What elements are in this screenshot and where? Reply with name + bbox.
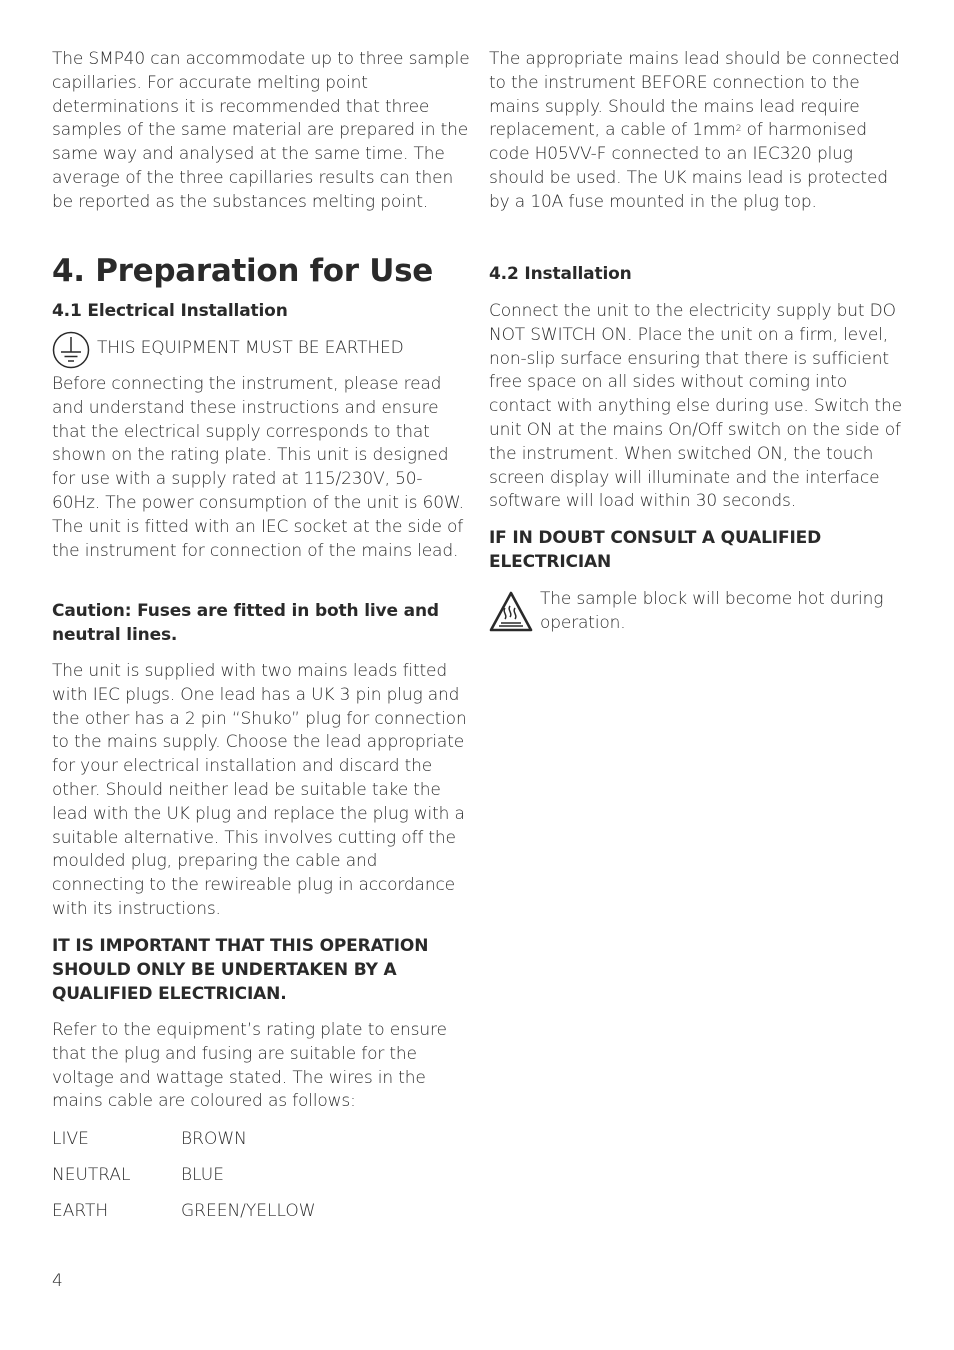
wire-colour: GREEN/YELLOW xyxy=(181,1201,316,1221)
paragraph-mains-leads: The unit is supplied with two mains leads fitted with IEC plugs. One lead has a UK 3 pin plug and the other has a 2 pin “Shuko” plug for connection to the mains supply. Choose the lead appropriate for your electrical installation and discard the other. Should neither lead be suitable take the lead with the UK plug and replace the plug with a suitable alternative. This involves cutting off the moulded plug, preparing the cable and connecting to the rewireable plug in accordance with its instructions. xyxy=(52,661,467,919)
page-number: 4 xyxy=(52,1271,63,1291)
hot-warning: The sample block will become hot during operation. xyxy=(540,589,884,633)
section-title: 4. Preparation for Use xyxy=(52,253,434,289)
caution-fuses: Caution: Fuses are fitted in both live and neutral lines. xyxy=(52,601,439,645)
wire-name: EARTH xyxy=(52,1201,109,1221)
wire-name: NEUTRAL xyxy=(52,1165,131,1185)
earth-warning: THIS EQUIPMENT MUST BE EARTHED xyxy=(97,338,404,358)
paragraph-mains-lead-connection xyxy=(489,48,907,215)
superscript: 2 xyxy=(735,124,742,135)
wire-colour: BLUE xyxy=(181,1165,224,1185)
intro-paragraph: The SMP40 can accommodate up to three sample capillaries. For accurate melting point determinations it is recommended that three samples of the same material are prepared in the same way and analysed at the same time. The average of the three capillaries results can then be reported as the substances melting point. xyxy=(52,49,470,212)
wire-colour-row xyxy=(52,1164,224,1187)
mains-lead-text-a: The appropriate mains lead should be connected to the instrument BEFORE connection to the mains supply. Should the mains lead require replacement, a cable of 1mm xyxy=(489,49,900,141)
wire-colour: BROWN xyxy=(181,1129,247,1149)
doubt-notice: IF IN DOUBT CONSULT A QUALIFIED ELECTRICIAN xyxy=(489,528,822,572)
mains-lead-text-b: of harmonised code H05VV-F connected to an IEC320 plug should be used. The UK mains lead is protected by a 10A fuse mounted in the plug top. xyxy=(489,120,888,212)
wire-colour-row xyxy=(52,1128,247,1151)
hot-surface-warning-icon xyxy=(489,591,533,637)
wire-colour-row xyxy=(52,1200,316,1223)
paragraph-installation: Connect the unit to the electricity supply but DO NOT SWITCH ON. Place the unit on a firm, level, non-slip surface ensuring that there is sufficient free space on all sides without coming into contact with anything else during use. Switch the unit ON at the mains On/Off switch on the side of the instrument. When switched ON, the touch screen display will illuminate and the interface software will load within 30 seconds. xyxy=(489,301,902,512)
subsection-title-electrical: 4.1 Electrical Installation xyxy=(52,301,288,321)
paragraph-rating-plate: Refer to the equipment’s rating plate to ensure that the plug and fusing are suitable for the voltage and wattage stated. The wires in the mains cable are coloured as follows: xyxy=(52,1020,447,1112)
important-notice: IT IS IMPORTANT THAT THIS OPERATION SHOULD ONLY BE UNDERTAKEN BY A QUALIFIED ELECTRICIAN. xyxy=(52,936,429,1004)
wire-name: LIVE xyxy=(52,1129,89,1149)
paragraph-before-connecting: Before connecting the instrument, please read and understand these instructions and ensure that the electrical supply corresponds to that shown on the rating plate. This unit is designed for use with a supply rated at 115/230V, 50-60Hz. The power consumption of the unit is 60W. The unit is fitted with an IEC socket at the side of the instrument for connection of the mains lead. xyxy=(52,374,464,561)
subsection-title-installation: 4.2 Installation xyxy=(489,264,632,284)
earth-ground-icon xyxy=(52,331,90,373)
